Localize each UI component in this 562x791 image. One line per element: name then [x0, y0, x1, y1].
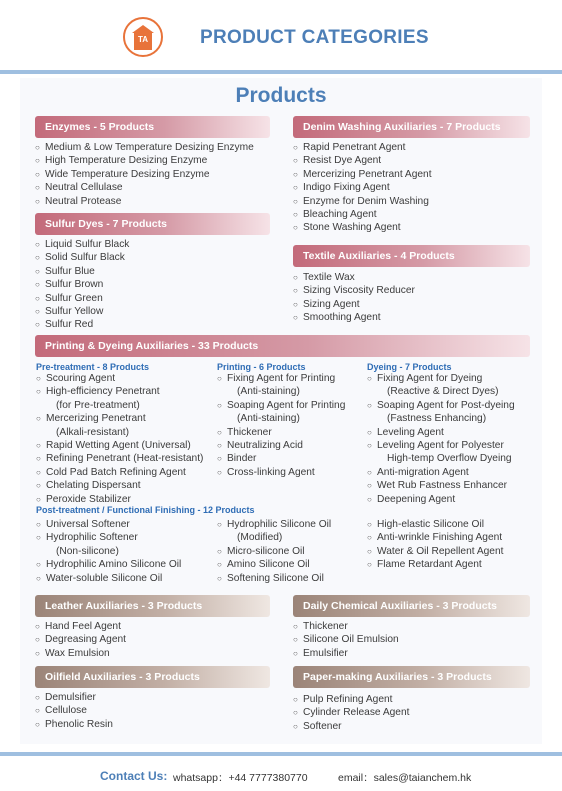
- paper-making-list: [293, 693, 409, 733]
- list-item: ○ Sulfur Blue: [35, 265, 129, 278]
- list-item: ○ Thickener: [293, 620, 399, 633]
- list-item: ○ Indigo Fixing Agent: [293, 181, 432, 194]
- list-item: (Anti-staining): [237, 386, 300, 398]
- category-bar-daily-chemical: Daily Chemical Auxiliaries - 3 Products: [293, 595, 530, 617]
- post-treatment-list-3: [367, 518, 503, 572]
- contact-label: Contact Us:: [100, 769, 168, 783]
- leather-list: [35, 620, 126, 660]
- list-item: ○ High-elastic Silicone Oil: [367, 518, 503, 531]
- subheading-dyeing: Dyeing - 7 Products: [367, 362, 452, 372]
- category-bar-sulfur-dyes: Sulfur Dyes - 7 Products: [35, 213, 270, 235]
- list-item: ○ Rapid Wetting Agent (Universal): [36, 439, 203, 452]
- dyeing-list: [367, 372, 515, 506]
- list-item: ○ Enzyme for Denim Washing: [293, 195, 432, 208]
- list-item: ○ Chelating Dispersant: [36, 479, 203, 492]
- list-item: ○ Wax Emulsion: [35, 647, 126, 660]
- category-bar-enzymes: Enzymes - 5 Products: [35, 116, 270, 138]
- list-item: ○ Hydrophilic Amino Silicone Oil: [36, 558, 181, 571]
- list-item: ○ Sulfur Red: [35, 318, 129, 331]
- list-item: ○ Amino Silicone Oil: [217, 558, 331, 571]
- list-item: ○ Soaping Agent for Post-dyeing: [367, 399, 515, 412]
- header-divider: [0, 70, 562, 74]
- list-item: ○ Sizing Viscosity Reducer: [293, 284, 415, 297]
- list-item: High-temp Overflow Dyeing: [387, 453, 512, 465]
- list-item: ○ Textile Wax: [293, 271, 415, 284]
- list-item: ○ High-efficiency Penetrant: [36, 385, 203, 398]
- list-item: ○ Pulp Refining Agent: [293, 693, 409, 706]
- list-item: ○ Wet Rub Fastness Enhancer: [367, 479, 515, 492]
- list-item: ○ Hydrophilic Softener: [36, 531, 181, 544]
- list-item: ○ Emulsifier: [293, 647, 399, 660]
- denim-washing-list: [293, 141, 432, 235]
- category-bar-oilfield: Oilfield Auxiliaries - 3 Products: [35, 666, 270, 688]
- list-item: ○ Binder: [217, 452, 345, 465]
- category-bar-printing-dyeing: Printing & Dyeing Auxiliaries - 33 Products: [35, 335, 530, 357]
- sulfur-dyes-list: [35, 238, 129, 332]
- printing-list: [217, 372, 345, 479]
- company-logo: [123, 17, 163, 57]
- category-bar-textile: Textile Auxiliaries - 4 Products: [293, 245, 530, 267]
- logo-mark: TA: [137, 35, 149, 44]
- post-treatment-list-1: [36, 518, 181, 585]
- list-item: ○ Water-soluble Silicone Oil: [36, 572, 181, 585]
- list-item: ○ Refining Penetrant (Heat-resistant): [36, 452, 203, 465]
- list-item: (Non-silicone): [56, 545, 119, 557]
- list-item: ○ Hand Feel Agent: [35, 620, 126, 633]
- list-item: ○ Mercerizing Penetrant: [36, 412, 203, 425]
- list-item: ○ Leveling Agent: [367, 426, 515, 439]
- list-item: ○ Resist Dye Agent: [293, 154, 432, 167]
- list-item: ○ Anti-wrinkle Finishing Agent: [367, 531, 503, 544]
- subheading-pretreatment: Pre-treatment - 8 Products: [36, 362, 150, 372]
- category-bar-paper-making: Paper-making Auxiliaries - 3 Products: [293, 666, 530, 688]
- list-item: ○ Neutral Cellulase: [35, 181, 254, 194]
- textile-list: [293, 271, 415, 325]
- list-item: ○ Phenolic Resin: [35, 718, 113, 731]
- list-item: ○ Smoothing Agent: [293, 311, 415, 324]
- list-item: ○ Peroxide Stabilizer: [36, 493, 203, 506]
- list-item: ○ Cross-linking Agent: [217, 466, 345, 479]
- list-item: (Modified): [237, 532, 283, 544]
- list-item: ○ Softening Silicone Oil: [217, 572, 331, 585]
- list-item: ○ Water & Oil Repellent Agent: [367, 545, 503, 558]
- list-item: ○ Thickener: [217, 426, 345, 439]
- list-item: ○ Cold Pad Batch Refining Agent: [36, 466, 203, 479]
- list-item: ○ Scouring Agent: [36, 372, 203, 385]
- list-item: ○ Fixing Agent for Dyeing: [367, 372, 515, 385]
- list-item: ○ Anti-migration Agent: [367, 466, 515, 479]
- list-item: ○ Degreasing Agent: [35, 633, 126, 646]
- subheading-post-treatment: Post-treatment / Functional Finishing - 12 Products: [36, 505, 255, 515]
- list-item: ○ High Temperature Desizing Enzyme: [35, 154, 254, 167]
- list-item: ○ Softener: [293, 720, 409, 733]
- list-item: ○ Demulsifier: [35, 691, 113, 704]
- list-item: ○ Solid Sulfur Black: [35, 251, 129, 264]
- list-item: (Anti-staining): [237, 413, 300, 425]
- daily-chemical-list: [293, 620, 399, 660]
- list-item: ○ Hydrophilic Silicone Oil: [217, 518, 331, 531]
- list-item: ○ Bleaching Agent: [293, 208, 432, 221]
- enzymes-list: [35, 141, 254, 208]
- list-item: ○ Sulfur Brown: [35, 278, 129, 291]
- pretreatment-list: [36, 372, 203, 506]
- list-item: ○ Neutralizing Acid: [217, 439, 345, 452]
- list-item: (for Pre-treatment): [56, 399, 140, 411]
- logo-roof-shape: [132, 25, 154, 33]
- list-item: ○ Sizing Agent: [293, 298, 415, 311]
- list-item: ○ Deepening Agent: [367, 493, 515, 506]
- header-title: PRODUCT CATEGORIES: [200, 27, 429, 48]
- list-item: ○ Universal Softener: [36, 518, 181, 531]
- contact-whatsapp[interactable]: whatsapp：+44 7777380770: [173, 772, 308, 784]
- list-item: ○ Wide Temperature Desizing Enzyme: [35, 168, 254, 181]
- list-item: (Alkali-resistant): [56, 426, 130, 438]
- list-item: ○ Medium & Low Temperature Desizing Enzyme: [35, 141, 254, 154]
- list-item: ○ Leveling Agent for Polyester: [367, 439, 515, 452]
- list-item: ○ Cellulose: [35, 704, 113, 717]
- list-item: ○ Sulfur Yellow: [35, 305, 129, 318]
- list-item: ○ Mercerizing Penetrant Agent: [293, 168, 432, 181]
- list-item: ○ Stone Washing Agent: [293, 221, 432, 234]
- list-item: (Fastness Enhancing): [387, 413, 487, 425]
- category-bar-denim-washing: Denim Washing Auxiliaries - 7 Products: [293, 116, 530, 138]
- list-item: (Reactive & Direct Dyes): [387, 386, 499, 398]
- list-item: ○ Sulfur Green: [35, 292, 129, 305]
- list-item: ○ Rapid Penetrant Agent: [293, 141, 432, 154]
- list-item: ○ Fixing Agent for Printing: [217, 372, 345, 385]
- contact-email[interactable]: email：sales@taianchem.hk: [338, 772, 472, 784]
- list-item: ○ Neutral Protease: [35, 195, 254, 208]
- list-item: ○ Liquid Sulfur Black: [35, 238, 129, 251]
- subheading-printing: Printing - 6 Products: [217, 362, 306, 372]
- post-treatment-list-2: [217, 518, 331, 585]
- oilfield-list: [35, 691, 113, 731]
- page-title: Products: [235, 84, 327, 107]
- list-item: ○ Soaping Agent for Printing: [217, 399, 345, 412]
- list-item: ○ Micro-silicone Oil: [217, 545, 331, 558]
- list-item: ○ Cylinder Release Agent: [293, 706, 409, 719]
- list-item: ○ Silicone Oil Emulsion: [293, 633, 399, 646]
- list-item: ○ Flame Retardant Agent: [367, 558, 503, 571]
- category-bar-leather: Leather Auxiliaries - 3 Products: [35, 595, 270, 617]
